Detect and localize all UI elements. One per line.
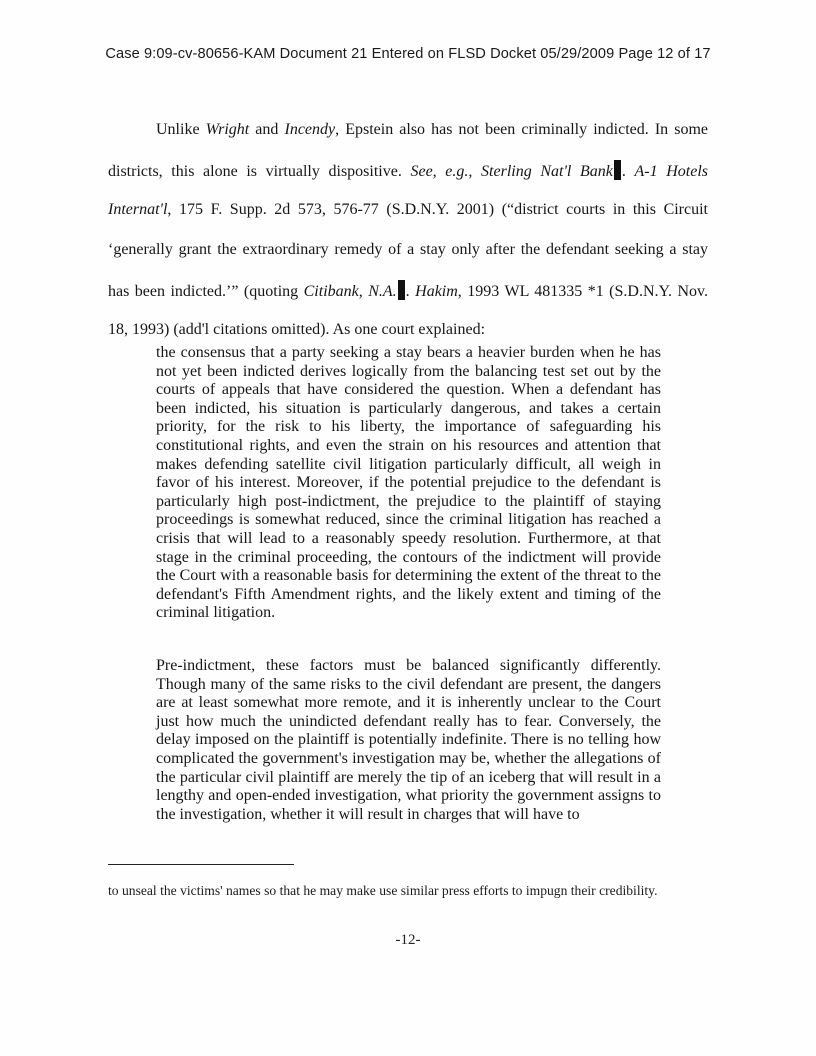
redaction-mark — [614, 160, 621, 180]
body-line-4: ‘generally grant the extraordinary remedy of a stay only after the defendant seeking a stay — [108, 241, 708, 258]
docket-header: Case 9:09-cv-80656-KAM Document 21 Entered on FLSD Docket 05/29/2009 Page 12 of 17 — [105, 46, 711, 62]
body-line-1: Unlike Wright and Incendy, Epstein also has not been criminally indicted. In some — [156, 121, 709, 138]
body-line-3: Internat'l, 175 F. Supp. 2d 573, 576-77 (S.D.N.Y. 2001) (“district courts in this Circuit — [108, 201, 708, 218]
footnote-text: to unseal the victims' names so that he may make use similar press efforts to impugn their credibility. — [108, 883, 658, 898]
page-number: -12- — [395, 932, 421, 948]
block-quote-paragraph-2: Pre-indictment, these factors must be balanced significantly differently. Though many of the same risks to the civil defendant are present, the dangers are at least somewhat more remote, and it is inherently unclear to the Court just how much the unindicted defendant really has to fear. Conversely, the delay imposed on the plaintiff is potentially indefinite. There is no telling how complicated the government's investigation may be, whether the allegations of the particular civil plaintiff are merely the tip of an iceberg that will result in a lengthy and open-ended investigation, what priority the government assigns to the investigation, whether it will result in charges that will have to — [156, 657, 661, 823]
body-line-5: has been indicted.’” (quoting Citibank, N.A. . Hakim, 1993 WL 481335 *1 (S.D.N.Y. Nov. — [108, 280, 708, 302]
body-line-2: districts, this alone is virtually dispositive. See, e.g., Sterling Nat'l Bank . A-1 Hotels — [108, 160, 708, 182]
redaction-mark — [398, 280, 405, 300]
block-quote-paragraph-1: the consensus that a party seeking a stay bears a heavier burden when he has not yet been indicted derives logically from the balancing test set out by the courts of appeals that have considered the question. When a defendant has been indicted, his situation is particularly dangerous, and takes a certain priority, for the risk to his liberty, the importance of safeguarding his constitutional rights, and even the strain on his resources and attention that makes defending satellite civil litigation particularly difficult, all weigh in favor of his interest. Moreover, if the potential prejudice to the defendant is particularly high post-indictment, the prejudice to the plaintiff of staying proceedings is somewhat reduced, since the criminal litigation has reached a crisis that will lead to a reasonably speedy resolution. Furthermore, at that stage in the criminal proceeding, the contours of the indictment will provide the Court with a reasonable basis for determining the extent of the threat to the defendant's Fifth Amendment rights, and the likely extent and timing of the criminal litigation. — [156, 344, 661, 622]
body-line-6: 18, 1993) (add'l citations omitted). As one court explained: — [108, 321, 486, 338]
footnote-divider — [108, 864, 294, 865]
